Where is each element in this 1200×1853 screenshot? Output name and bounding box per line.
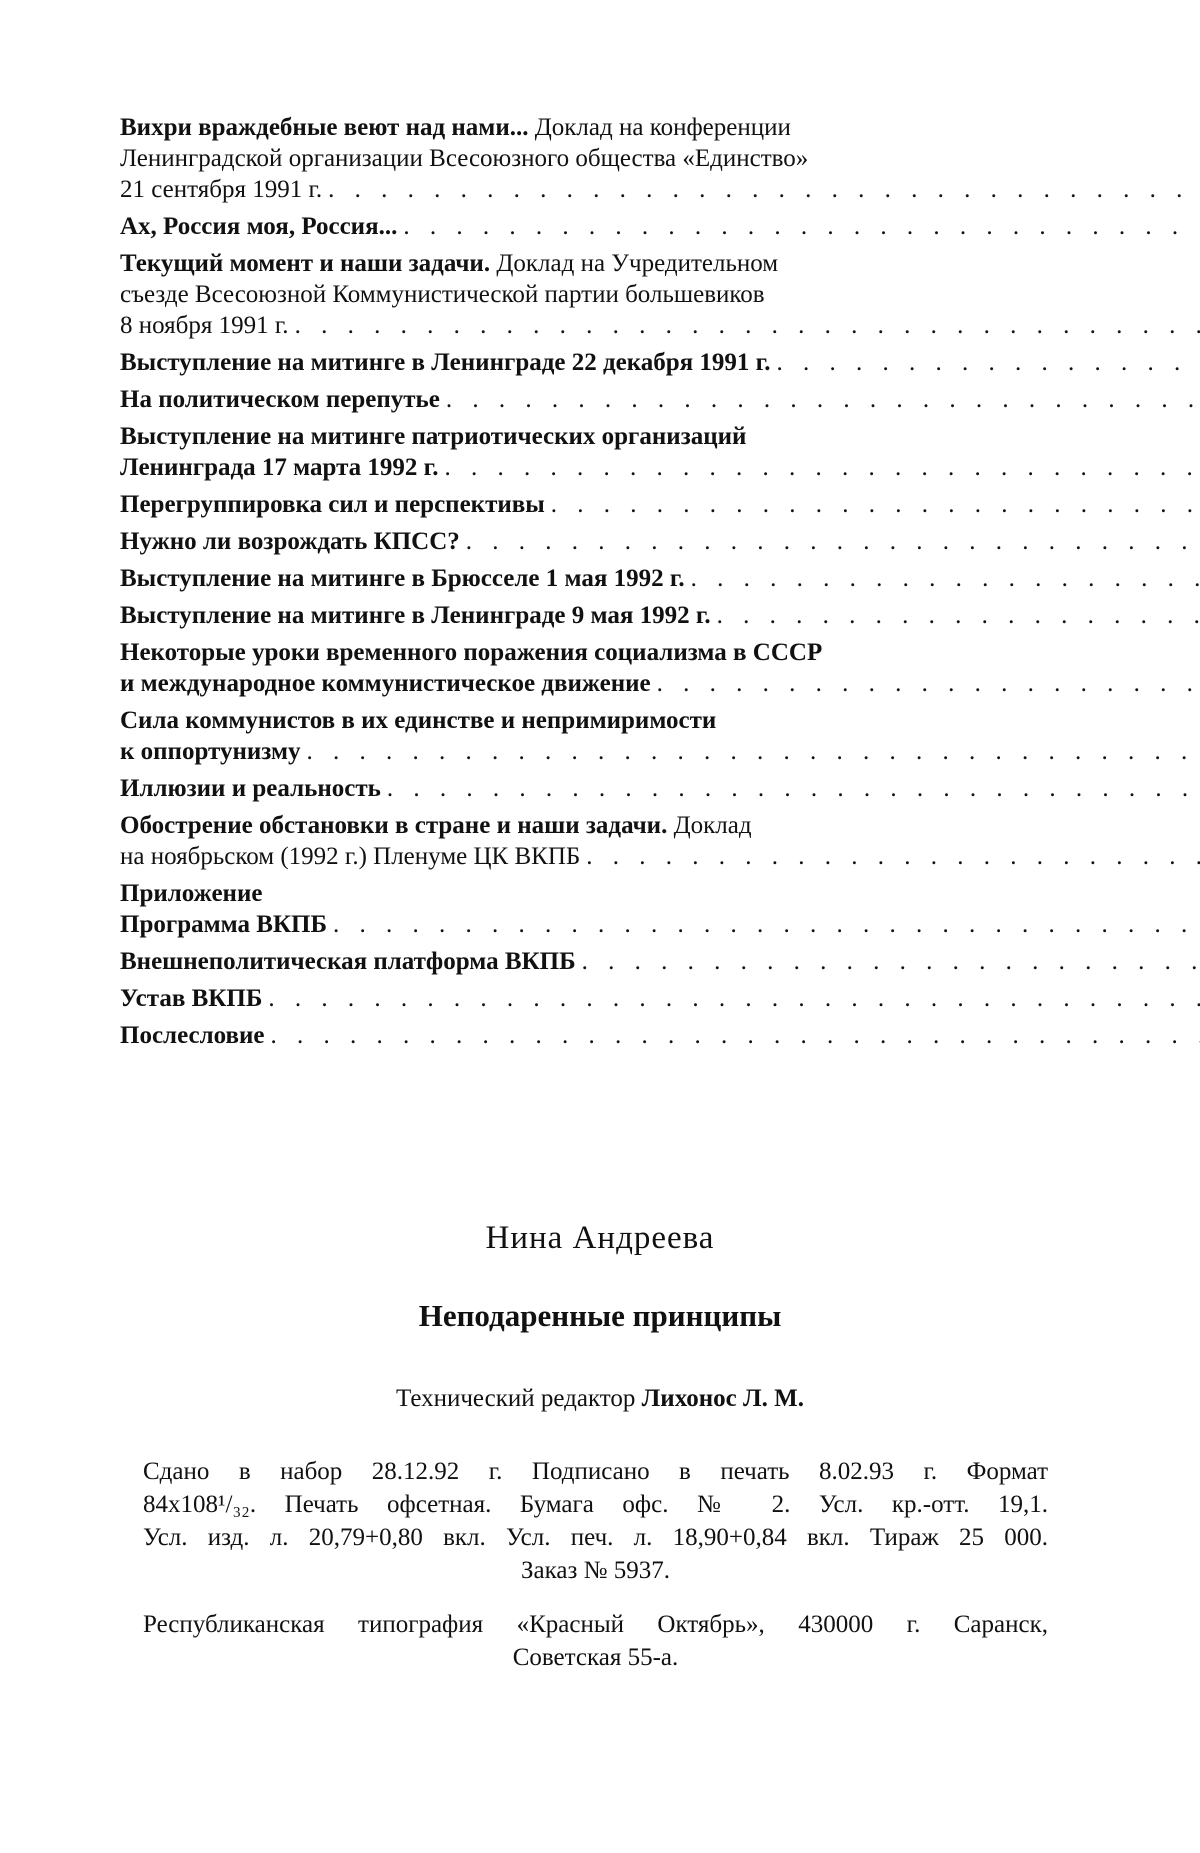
dot-leader bbox=[576, 946, 1200, 977]
toc-line bbox=[120, 810, 1040, 841]
toc-line-text bbox=[120, 143, 808, 174]
toc-description: Доклад на Учредительном bbox=[490, 250, 779, 277]
toc-line-text bbox=[120, 279, 765, 310]
toc-line-text bbox=[120, 878, 262, 909]
toc-line bbox=[120, 946, 1040, 977]
toc-entry bbox=[120, 1020, 1040, 1051]
toc-line bbox=[120, 736, 1040, 767]
dot-leader bbox=[685, 563, 1200, 594]
toc-line-text bbox=[120, 112, 791, 143]
toc-line-text bbox=[120, 384, 440, 415]
toc-heading: Выступление на митинге в Ленинграде 9 мая 1992 г. bbox=[120, 602, 711, 629]
printer-line: Республиканская типография «Красный Октябрь», 430000 г. Саранск, bbox=[143, 1611, 1048, 1638]
toc-line bbox=[120, 563, 1040, 594]
toc-heading: Ленинграда 17 марта 1992 г. bbox=[120, 454, 439, 481]
toc-entry bbox=[120, 384, 1040, 415]
toc-line-text bbox=[120, 736, 301, 767]
toc-description: Доклад bbox=[667, 812, 752, 839]
author-name: Нина Андреева bbox=[485, 1220, 715, 1256]
toc-line bbox=[120, 600, 1040, 631]
dot-leader bbox=[711, 600, 1200, 631]
toc-line bbox=[120, 143, 1040, 174]
toc-line-text bbox=[120, 773, 381, 804]
toc-heading: Ах, Россия моя, Россия... bbox=[120, 213, 398, 240]
dot-leader bbox=[580, 841, 1200, 872]
toc-heading: Внешнеполитическая платформа ВКПБ bbox=[120, 948, 576, 975]
technical-editor bbox=[0, 1385, 1200, 1413]
toc-description: Ленинградской организации Всесоюзного общества «Единство» bbox=[120, 145, 809, 172]
pub-line: 84x108¹/₃₂. Печать офсетная. Бумага офс. № 2. Усл. кр.-отт. 19,1. bbox=[143, 1491, 1048, 1518]
toc-line bbox=[120, 174, 1040, 205]
toc-line bbox=[120, 909, 1040, 940]
dot-leader bbox=[460, 526, 1200, 557]
editor-label: Технический редактор bbox=[396, 1385, 636, 1412]
toc-line bbox=[120, 878, 1040, 909]
toc-entry bbox=[120, 946, 1040, 977]
dot-leader bbox=[770, 347, 1200, 378]
toc-line-text bbox=[120, 526, 460, 557]
toc-line bbox=[120, 421, 1040, 452]
toc-entry bbox=[120, 211, 1040, 242]
toc-heading: На политическом перепутье bbox=[120, 386, 440, 413]
toc-entry bbox=[120, 112, 1040, 205]
printer-address: Советская 55-а. bbox=[512, 1644, 679, 1671]
dot-leader bbox=[381, 773, 1200, 804]
dot-leader bbox=[651, 668, 1200, 699]
dot-leader bbox=[264, 1020, 1200, 1051]
toc-line-text bbox=[120, 705, 716, 736]
toc-entry bbox=[120, 489, 1040, 520]
pub-line: Усл. изд. л. 20,79+0,80 вкл. Усл. печ. л. 18,90+0,84 вкл. Тираж 25 000. bbox=[143, 1524, 1048, 1551]
dot-leader bbox=[327, 909, 1200, 940]
editor-name: Лихонос Л. М. bbox=[641, 1385, 804, 1412]
dot-leader bbox=[397, 211, 1200, 242]
toc-line bbox=[120, 112, 1040, 143]
toc-heading: Послесловие bbox=[120, 1022, 265, 1049]
toc-entry bbox=[120, 421, 1040, 483]
toc-line-text bbox=[120, 174, 322, 205]
toc-heading: Вихри враждебные веют над нами... bbox=[120, 114, 529, 141]
toc-description: съезде Всесоюзной Коммунистической партии большевиков bbox=[120, 281, 765, 308]
toc-entry bbox=[120, 248, 1040, 341]
toc-heading: Перегруппировка сил и перспективы bbox=[120, 491, 545, 518]
toc-line bbox=[120, 773, 1040, 804]
toc-line-text bbox=[120, 421, 746, 452]
toc-entry bbox=[120, 563, 1040, 594]
book-title: Неподаренные принципы bbox=[418, 1298, 782, 1333]
toc-description: 8 ноября 1991 г. bbox=[120, 312, 289, 339]
toc-line-text bbox=[120, 248, 778, 279]
toc-line bbox=[120, 384, 1040, 415]
toc-line bbox=[120, 489, 1040, 520]
toc-line bbox=[120, 347, 1040, 378]
toc-line-text bbox=[120, 1020, 264, 1051]
toc-entry bbox=[120, 347, 1040, 378]
toc-line bbox=[120, 983, 1040, 1014]
dot-leader bbox=[322, 174, 1200, 205]
toc-line bbox=[120, 841, 1040, 872]
toc-line-text bbox=[120, 909, 327, 940]
toc-heading: Иллюзии и реальность bbox=[120, 775, 381, 802]
toc-line-text bbox=[120, 211, 397, 242]
toc-entry bbox=[120, 526, 1040, 557]
toc-line-text bbox=[120, 668, 651, 699]
toc-line bbox=[120, 1020, 1040, 1051]
toc-line-text bbox=[120, 946, 576, 977]
toc-heading: Устав ВКПБ bbox=[120, 985, 263, 1012]
toc-line-text bbox=[120, 637, 822, 668]
toc-description: 21 сентября 1991 г. bbox=[120, 176, 323, 203]
toc-heading: Выступление на митинге в Брюсселе 1 мая 1992 г. bbox=[120, 565, 685, 592]
toc-entry bbox=[120, 637, 1040, 699]
dot-leader bbox=[289, 310, 1200, 341]
toc-heading: Обострение обстановки в стране и наши задачи. bbox=[120, 812, 668, 839]
toc-line bbox=[120, 248, 1040, 279]
toc-line bbox=[120, 279, 1040, 310]
toc-line bbox=[120, 452, 1040, 483]
toc-line-text bbox=[120, 347, 770, 378]
toc-line-text bbox=[120, 563, 685, 594]
toc-line-text bbox=[120, 810, 752, 841]
printer-details bbox=[143, 1608, 1048, 1674]
publication-details bbox=[143, 1455, 1048, 1587]
toc-line bbox=[120, 705, 1040, 736]
toc-description: на ноябрьском (1992 г.) Пленуме ЦК ВКПБ bbox=[120, 843, 581, 870]
dot-leader bbox=[438, 452, 1200, 483]
toc-line bbox=[120, 668, 1040, 699]
toc-line-text bbox=[120, 452, 438, 483]
toc-heading: Некоторые уроки временного поражения социализма в СССР bbox=[120, 639, 823, 666]
dot-leader bbox=[262, 983, 1200, 1014]
toc-entry bbox=[120, 705, 1040, 767]
toc-entry bbox=[120, 878, 1040, 940]
toc-line bbox=[120, 211, 1040, 242]
toc-entry bbox=[120, 600, 1040, 631]
toc-line bbox=[120, 526, 1040, 557]
pub-line: Сдано в набор 28.12.92 г. Подписано в печать 8.02.93 г. Формат bbox=[143, 1458, 1048, 1485]
toc-line bbox=[120, 310, 1040, 341]
toc-description: Доклад на конференции bbox=[528, 114, 791, 141]
toc-heading: Выступление на митинге в Ленинграде 22 декабря 1991 г. bbox=[120, 349, 771, 376]
toc-heading: Сила коммунистов в их единстве и непримиримости bbox=[120, 707, 717, 734]
toc-entry bbox=[120, 983, 1040, 1014]
toc-line-text bbox=[120, 489, 545, 520]
toc-heading: и международное коммунистическое движение bbox=[120, 670, 651, 697]
table-of-contents bbox=[120, 112, 1040, 1057]
order-number: Заказ № 5937. bbox=[521, 1557, 670, 1584]
toc-heading: к оппортунизму bbox=[120, 738, 301, 765]
toc-entry bbox=[120, 773, 1040, 804]
toc-line-text bbox=[120, 310, 289, 341]
toc-heading: Программа ВКПБ bbox=[120, 911, 328, 938]
toc-heading: Нужно ли возрождать КПСС? bbox=[120, 528, 460, 555]
dot-leader bbox=[440, 384, 1200, 415]
toc-heading: Приложение bbox=[120, 880, 263, 907]
toc-entry bbox=[120, 810, 1040, 872]
toc-heading: Текущий момент и наши задачи. bbox=[120, 250, 491, 277]
dot-leader bbox=[545, 489, 1200, 520]
toc-line bbox=[120, 637, 1040, 668]
toc-heading: Выступление на митинге патриотических организаций bbox=[120, 423, 747, 450]
dot-leader bbox=[301, 736, 1200, 767]
toc-line-text bbox=[120, 983, 262, 1014]
toc-line-text bbox=[120, 600, 711, 631]
toc-line-text bbox=[120, 841, 580, 872]
